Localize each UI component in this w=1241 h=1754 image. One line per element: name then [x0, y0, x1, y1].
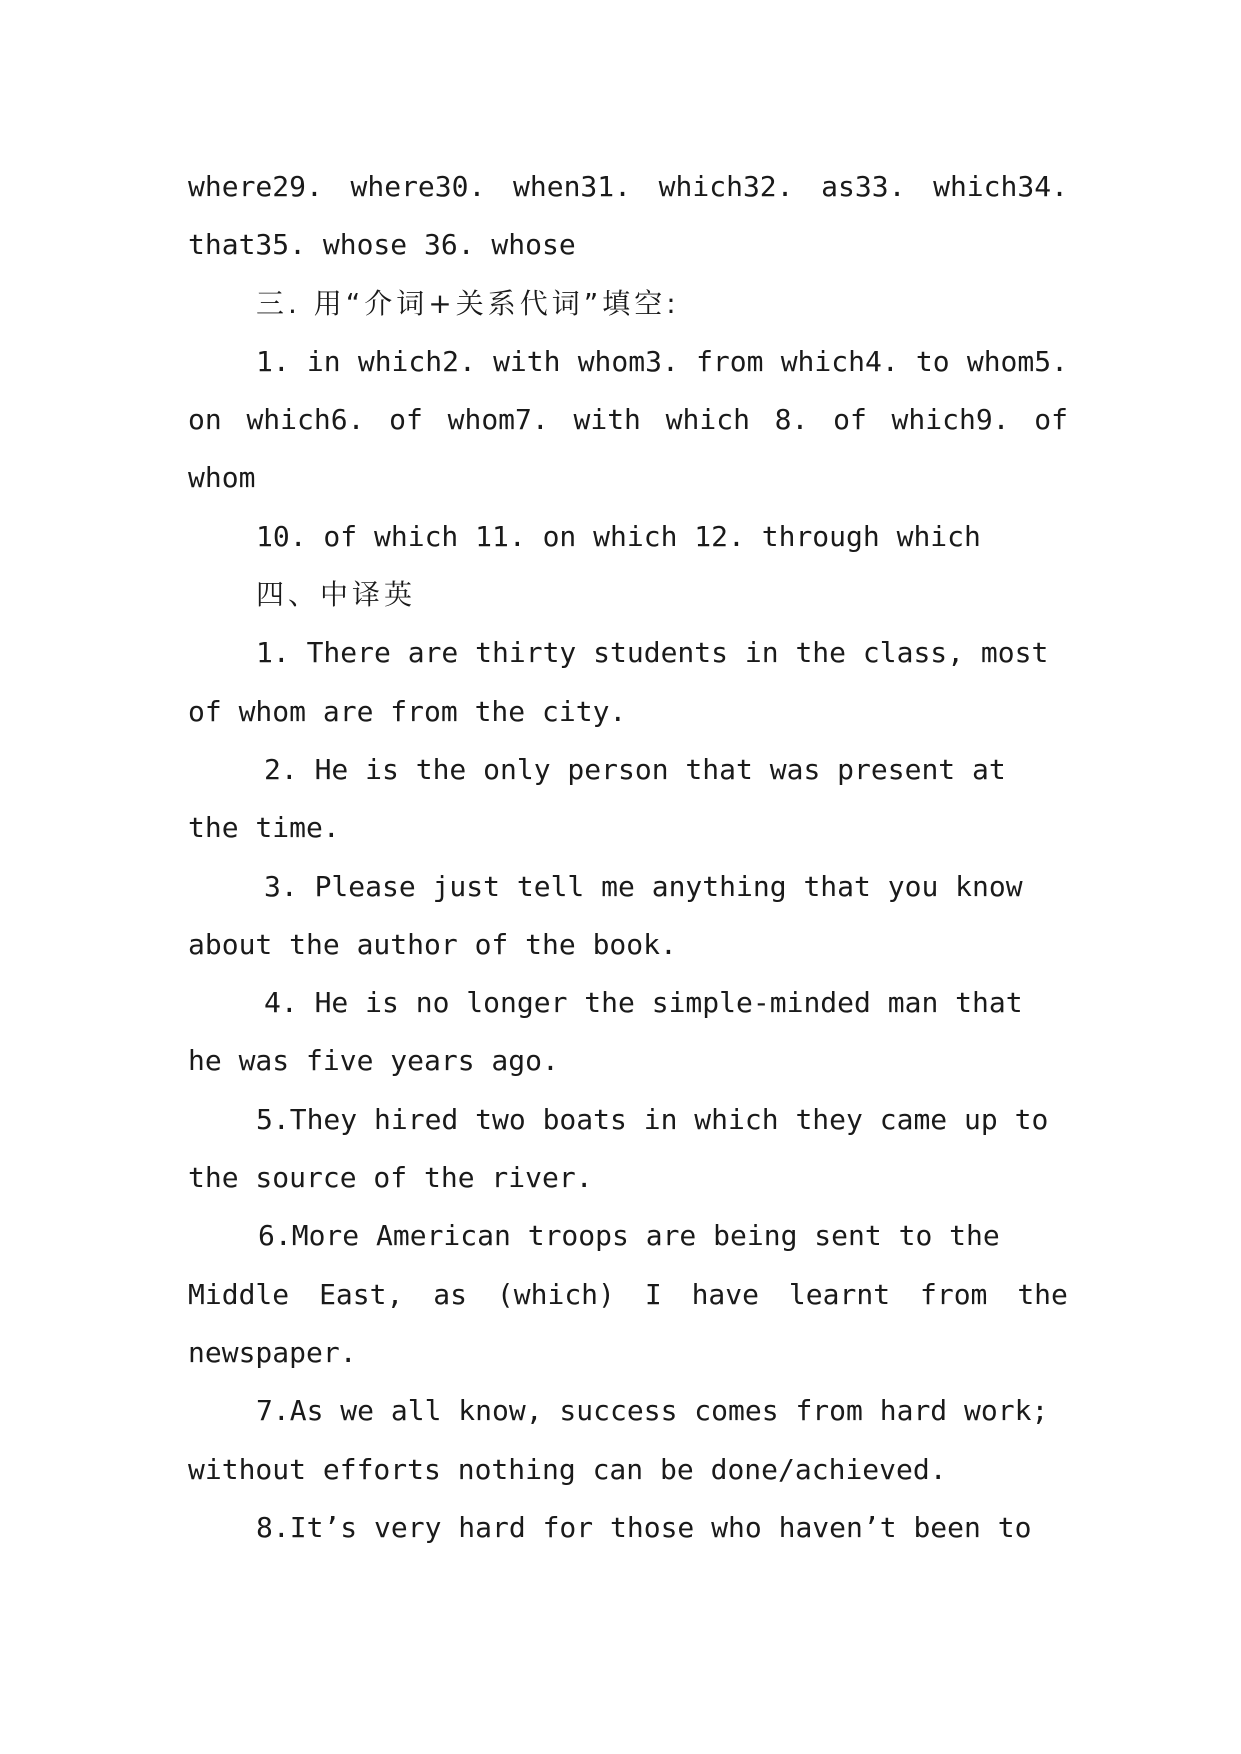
translation-line: 1. There are thirty students in the class, most	[256, 636, 1049, 670]
answer-line: that35. whose 36. whose	[188, 228, 576, 262]
word: which6.	[246, 403, 365, 437]
translation-line: of whom are from the city.	[188, 694, 627, 728]
translation-line: without efforts nothing can be done/achieved.	[188, 1452, 947, 1486]
translation-line: 8.It’s very hard for those who haven’t been to	[256, 1510, 1032, 1544]
word: of	[833, 403, 867, 437]
word: on	[188, 403, 222, 437]
word: as	[433, 1277, 467, 1311]
word: which34.	[933, 170, 1068, 203]
answer-line	[188, 158, 1068, 216]
answer-line	[188, 391, 1068, 449]
translation-line: he was five years ago.	[188, 1044, 559, 1078]
answer-line	[188, 333, 1068, 391]
word: where30.	[350, 170, 486, 203]
word: 1.	[256, 344, 290, 378]
section-heading: 三. 用“介词+关系代词”填空:	[256, 286, 680, 320]
translation-line: 5.They hired two boats in which they came up to	[256, 1102, 1049, 1136]
translation-line: 7.As we all know, success comes from hard work;	[256, 1394, 1049, 1428]
word: which32.	[658, 170, 794, 203]
translation-line: newspaper.	[188, 1335, 357, 1369]
word: whom3.	[577, 344, 679, 378]
word: to	[915, 344, 950, 378]
word: when31.	[513, 170, 632, 203]
word: (which)	[496, 1277, 615, 1311]
translation-line: 4. He is no longer the simple-minded man that	[264, 986, 1023, 1020]
section-heading: 四、中译英	[256, 578, 417, 612]
word: whom7.	[447, 403, 549, 437]
translation-line: the time.	[188, 811, 340, 845]
word: the	[1017, 1277, 1068, 1311]
word: with	[573, 403, 641, 437]
translation-line: about the author of the book.	[188, 927, 677, 961]
word: of	[1034, 403, 1068, 437]
word: 8.	[774, 403, 809, 437]
translation-line: 3. Please just tell me anything that you know	[264, 869, 1023, 903]
word: in	[306, 344, 341, 378]
answer-line: whom	[188, 461, 256, 495]
translation-line: 2. He is the only person that was present at	[264, 752, 1006, 786]
translation-line: the source of the river.	[188, 1161, 593, 1195]
word: learnt	[788, 1277, 891, 1311]
answer-line: 10. of which 11. on which 12. through which	[256, 519, 981, 553]
word: which2.	[357, 344, 476, 378]
word: whom5.	[966, 344, 1068, 378]
translation-line	[188, 1266, 1068, 1324]
word: as33.	[821, 170, 906, 203]
word: which	[665, 403, 750, 437]
word: which9.	[891, 403, 1010, 437]
word: from	[919, 1277, 988, 1311]
word: I	[644, 1277, 662, 1311]
word: of	[389, 403, 423, 437]
answer-text-block	[188, 158, 1068, 1557]
word: have	[691, 1277, 760, 1311]
word: from	[696, 344, 764, 378]
translation-line: 6.More American troops are being sent to the	[258, 1219, 1000, 1253]
word: with	[493, 344, 561, 378]
word: where29.	[188, 170, 323, 203]
word: Middle	[188, 1277, 290, 1311]
word: which4.	[780, 344, 899, 378]
word: East,	[319, 1277, 404, 1311]
